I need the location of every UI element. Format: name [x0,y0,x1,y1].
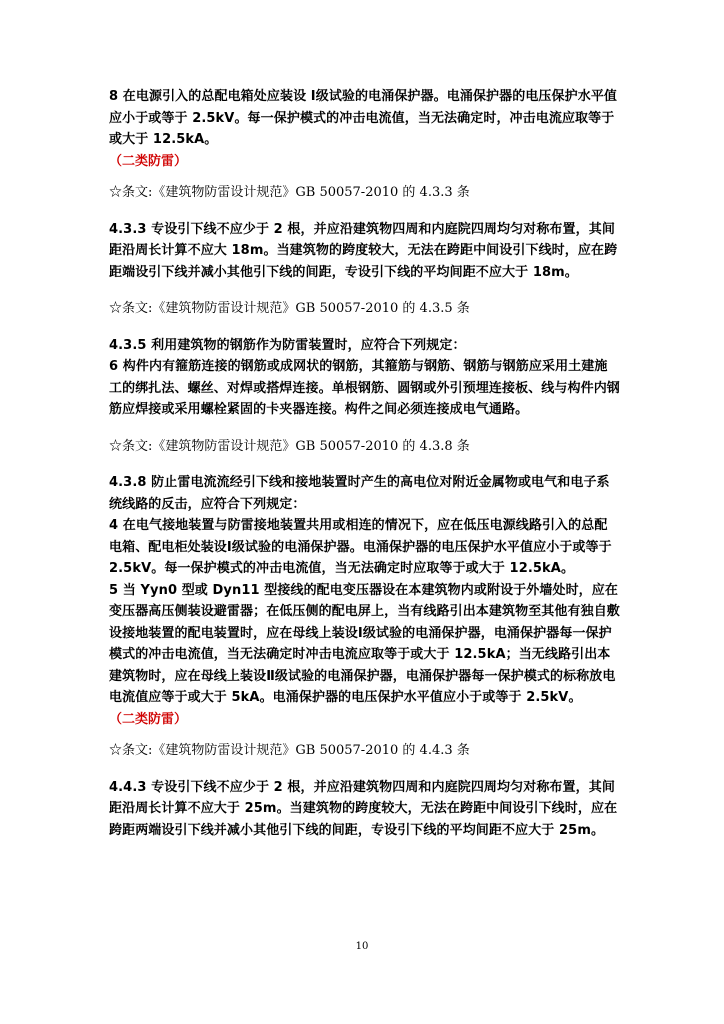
clause-8-surge-protector: 8 在电源引入的总配电箱处应装设 Ⅰ级试验的电涌保护器。电涌保护器的电压保护水平值应小于或等于 2.5kV。每一保护模式的冲击电流值，当无法确定时，冲击电流应取等于或大于 12.5kA。 [109,89,618,147]
clause-4-4-3: 4.4.3 专设引下线不应少于 2 根，并应沿建筑物四周和内庭院四周均匀对称布置，其间距沿周长计算不应大于 25m。当建筑物的跨度较大，无法在跨距中间设引下线时，应在跨距两端设引下线并减小其他引下线的间距，专设引下线的平均间距不应大于 25m。 [109,779,618,838]
reference-4-3-8: ☆条文:《建筑物防雷设计规范》GB 50057-2010 的 4.3.8 条 [109,438,470,454]
reference-4-3-3: ☆条文:《建筑物防雷设计规范》GB 50057-2010 的 4.3.3 条 [109,185,470,200]
clause-4-3-5: 4.3.5 利用建筑物的钢筋作为防雷装置时，应符合下列规定： 6 构件内有箍筋连接的钢筋或成网状的钢筋，其箍筋与钢筋、钢筋与钢筋应采用土建施工的绑扎法、螺丝、对焊或搭焊连接。单根钢筋、圆钢或外引预埋连接板、线与构件内钢筋应焊接或采用螺栓紧固的卡夹器连接。构件之间必须连接成电气通路。 [109,337,620,417]
clause-4-3-8: 4.3.8 防止雷电流流经引下线和接地装置时产生的高电位对附近金属物或电气和电子系统线路的反击，应符合下列规定： 4 在电气接地装置与防雷接地装置共用或相连的情况下，应在低压电源线路引入的总配电箱、配电柜处装设Ⅰ级试验的电涌保护器。电涌保护器的电压保护水平值应小于或等于 2.5kV。每一保护模式的冲击电流值，当无法确定时应取等于或大于 12.5kA。 5 当 Yyn0 型或 Dyn11 型接线的配电变压器设在本建筑物内或附设于外墙处时，应在变压器高压侧装设避雷器；在低压侧的配电屏上，当有线路引出本建筑物至其他有独自敷设接地装置的配电装置时，应在母线上装设Ⅰ级试验的电涌保护器，电涌保护器每一保护模式的冲击电流值，当无法确定时冲击电流应取等于或大于 12.5kA；当无线路引出本建筑物时，应在母线上装设Ⅱ级试验的电涌保护器，电涌保护器每一保护模式的标称放电电流值应等于或大于 5kA。电涌保护器的电压保护水平值应小于或等于 2.5kV。 [109,475,620,705]
reference-4-4-3: ☆条文:《建筑物防雷设计规范》GB 50057-2010 的 4.4.3 条 [109,743,470,758]
category-tag-class-2: （二类防雷） [109,153,188,169]
clause-4-3-3: 4.3.3 专设引下线不应少于 2 根，并应沿建筑物四周和内庭院四周均匀对称布置，其间距沿周长计算不应大 18m。当建筑物的跨度较大，无法在跨距中间设引下线时，应在跨距端设引下线并减小其他引下线的间距，专设引下线的平均间距不应大于 18m。 [109,221,618,280]
page-number: 10 [355,941,369,952]
category-tag-class-2-second: （二类防雷） [109,711,188,727]
reference-4-3-5: ☆条文:《建筑物防雷设计规范》GB 50057-2010 的 4.3.5 条 [109,301,470,316]
